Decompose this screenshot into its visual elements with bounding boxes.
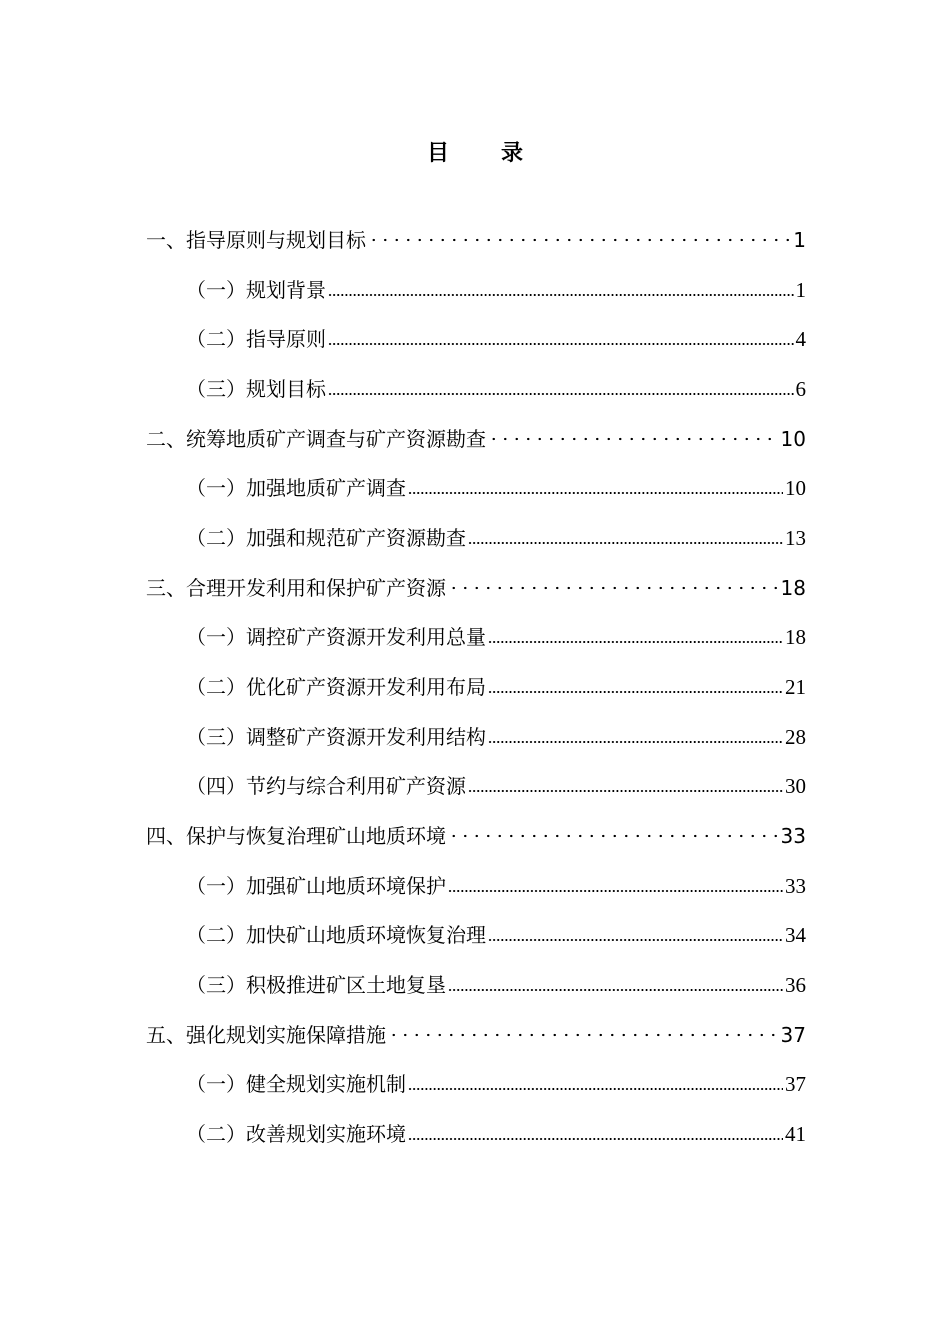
toc-page-number: 36 <box>785 973 806 997</box>
toc-entry-text: （一）健全规划实施机制 <box>186 1072 406 1096</box>
toc-entry-4-2[interactable] <box>186 921 806 949</box>
toc-page-number: 18 <box>785 625 806 649</box>
toc-entry-text: （四）节约与综合利用矿产资源 <box>186 774 466 798</box>
toc-leader-dots <box>488 922 783 942</box>
toc-entry-3-1[interactable] <box>186 623 806 651</box>
toc-entry-text: （二）加强和规范矿产资源勘查 <box>186 526 466 550</box>
page-title <box>0 136 950 167</box>
toc-entry-text: 四、保护与恢复治理矿山地质环境 <box>146 824 446 848</box>
toc-entry-text: 三、合理开发利用和保护矿产资源 <box>146 576 446 600</box>
toc-page-number: 10 <box>780 427 806 451</box>
toc-entry-text: （一）规划背景 <box>186 278 326 302</box>
title-char-2: 录 <box>501 141 524 166</box>
toc-page-number: 33 <box>780 824 806 848</box>
toc-page-number: 6 <box>795 377 806 401</box>
toc-entry-1-3[interactable] <box>186 375 806 403</box>
toc-page-number: 33 <box>785 874 806 898</box>
toc-entry-text: 一、指导原则与规划目标 <box>146 228 366 252</box>
toc-leader-dots <box>448 571 779 591</box>
toc-entry-1[interactable] <box>146 226 806 254</box>
toc-page-number: 37 <box>785 1072 806 1096</box>
toc-entry-4-3[interactable] <box>186 971 806 999</box>
toc-leader-dots <box>468 773 783 793</box>
toc-entry-2-2[interactable] <box>186 524 806 552</box>
toc-entry-2[interactable] <box>146 425 806 453</box>
toc-leader-dots <box>488 422 779 442</box>
toc-entry-3-3[interactable] <box>186 723 806 751</box>
toc-leader-dots <box>448 972 783 992</box>
toc-page-number: 1 <box>793 228 806 252</box>
toc-leader-dots <box>488 724 783 744</box>
toc-entry-text: （二）改善规划实施环境 <box>186 1122 406 1146</box>
toc-leader-dots <box>408 475 783 495</box>
toc-leader-dots <box>328 326 794 346</box>
toc-page-number: 28 <box>785 725 806 749</box>
toc-page-number: 37 <box>780 1023 806 1047</box>
toc-entry-3-4[interactable] <box>186 772 806 800</box>
toc-page-number: 41 <box>785 1122 806 1146</box>
toc-leader-dots <box>328 277 794 297</box>
toc-entry-text: 五、强化规划实施保障措施 <box>146 1023 386 1047</box>
toc-entry-text: （一）加强地质矿产调查 <box>186 476 406 500</box>
toc-entry-text: （一）调控矿产资源开发利用总量 <box>186 625 486 649</box>
toc-entry-5-1[interactable] <box>186 1070 806 1098</box>
toc-page-number: 18 <box>780 576 806 600</box>
toc-leader-dots <box>448 819 779 839</box>
toc-entry-1-1[interactable] <box>186 276 806 304</box>
toc-entry-text: （二）指导原则 <box>186 327 326 351</box>
toc-page-number: 4 <box>795 327 806 351</box>
toc-entry-text: （三）调整矿产资源开发利用结构 <box>186 725 486 749</box>
toc-leader-dots <box>328 376 794 396</box>
toc-entry-text: （三）积极推进矿区土地复垦 <box>186 973 446 997</box>
toc-entry-3[interactable] <box>146 574 806 602</box>
toc-leader-dots <box>408 1071 783 1091</box>
toc-leader-dots <box>468 525 783 545</box>
toc-entry-text: （二）加快矿山地质环境恢复治理 <box>186 923 486 947</box>
toc-leader-dots <box>408 1121 783 1141</box>
toc-entry-text: 二、统筹地质矿产调查与矿产资源勘查 <box>146 427 486 451</box>
toc-entry-4[interactable] <box>146 822 806 850</box>
toc-page-number: 21 <box>785 675 806 699</box>
toc-entry-3-2[interactable] <box>186 673 806 701</box>
toc-leader-dots <box>488 624 783 644</box>
toc-entry-1-2[interactable] <box>186 325 806 353</box>
toc-entry-5-2[interactable] <box>186 1120 806 1148</box>
toc-entry-text: （一）加强矿山地质环境保护 <box>186 874 446 898</box>
toc-page-number: 30 <box>785 774 806 798</box>
toc-entry-5[interactable] <box>146 1021 806 1049</box>
toc-entry-text: （二）优化矿产资源开发利用布局 <box>186 675 486 699</box>
toc-page-number: 13 <box>785 526 806 550</box>
toc-entry-4-1[interactable] <box>186 872 806 900</box>
toc-page-number: 10 <box>785 476 806 500</box>
toc-page-number: 1 <box>795 278 806 302</box>
title-char-1: 目 <box>426 141 449 166</box>
toc-entry-text: （三）规划目标 <box>186 377 326 401</box>
toc-leader-dots <box>368 223 791 243</box>
toc-page-number: 34 <box>785 923 806 947</box>
toc-leader-dots <box>488 674 783 694</box>
toc-entry-2-1[interactable] <box>186 474 806 502</box>
toc-leader-dots <box>448 873 783 893</box>
toc-leader-dots <box>388 1018 779 1038</box>
